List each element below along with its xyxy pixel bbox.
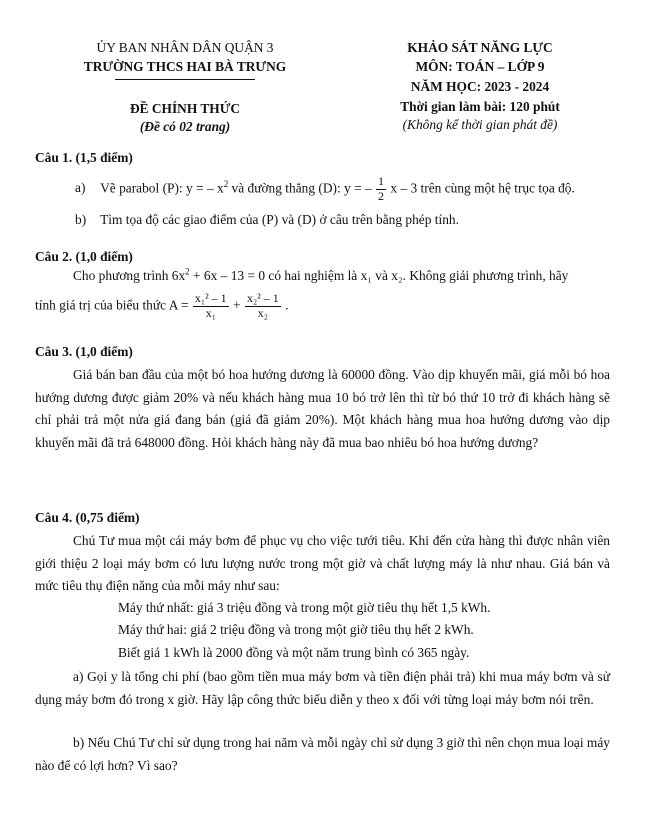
q1-b-text: Tìm tọa độ các giao điểm của (P) và (D) ở câu trên bằng phép tính. [100, 212, 459, 227]
q2-line2 [35, 292, 610, 321]
q2-fraction-1 [193, 292, 229, 321]
q2-line1-pre: Cho phương trình 6x [73, 268, 186, 283]
q2-line1-post: + 6x – 13 = 0 có hai nghiệm là x₁ và x₂. Không giải phương trình, hãy [189, 268, 569, 283]
q1-part-b [75, 210, 615, 230]
q4-part-b: b) Nếu Chú Tư chỉ sử dụng trong hai năm và mỗi ngày chỉ sử dụng 3 giờ thì nên chọn mua loại máy nào để có lợi hơn? Vì sao? [35, 735, 610, 773]
exam-year: NĂM HỌC: 2023 - 2024 [410, 79, 550, 94]
q1-a-post: x – 3 trên cùng một hệ trục tọa độ. [390, 180, 575, 196]
exam-duration: Thời gian làm bài: 120 phút [400, 99, 560, 114]
page-count-note: (Đề có 02 trang) [139, 119, 231, 134]
q2-fraction-2 [245, 292, 281, 321]
q1-a-exp: 2 [223, 178, 229, 189]
header-school: TRƯỜNG THCS HAI BÀ TRƯNG [83, 59, 287, 74]
q4-machine-1: Máy thứ nhất: giá 3 triệu đồng và trong một giờ tiêu thụ hết 1,5 kWh. [118, 600, 491, 615]
q3-text: Giá bán ban đầu của một bó hoa hướng dương là 60000 đồng. Vào dịp khuyến mãi, giá mỗi bó hoa hướng dương được giảm 20% và nếu khách hàng mua 10 bó trở lên thì từ bó thứ 10 trở đi khách hàng sẽ chỉ phải trả một nửa giá đang bán (giá đã giảm 20%). Một khách hàng mua hoa hướng dương vào dịp khuyến mãi đã trả 648000 đồng. Hỏi khách hàng này đã mua bao nhiêu bó hoa hướng dương? [35, 367, 610, 450]
q2-title: Câu 2. (1,0 điểm) [35, 249, 133, 264]
q2-frac1-num: x₁² – 1 [194, 291, 227, 305]
q1-a-pre: Vẽ parabol (P): y = – x [100, 180, 224, 196]
q1-b-label: b) [75, 212, 87, 227]
q2-frac2-num: x₂² – 1 [246, 291, 279, 305]
q1-a-fraction [376, 175, 386, 204]
q2-frac1-den: x₁ [205, 305, 216, 320]
q1-part-a [75, 175, 615, 204]
q4-part-a: a) Gọi y là tổng chi phí (bao gồm tiền mua máy bơm và tiền điện phải trả) khi mua máy bơm và sử dụng máy bơm đó trong x giờ. Hãy lập công thức biểu diễn y theo x đối với từng loại máy bơm nói trên. [35, 669, 610, 707]
header-authority: ỦY BAN NHÂN DÂN QUẬN 3 [96, 40, 274, 55]
q2-line2-pre: tính giá trị của biểu thức A = [35, 297, 189, 313]
exam-title: KHẢO SÁT NĂNG LỰC [407, 40, 553, 55]
official-exam-label: ĐỀ CHÍNH THỨC [129, 101, 241, 116]
q1-a-frac-num: 1 [378, 174, 385, 188]
exam-duration-note: (Không kể thời gian phát đề) [402, 117, 558, 132]
q1-title: Câu 1. (1,5 điểm) [35, 150, 133, 165]
exam-subject: MÔN: TOÁN – LỚP 9 [415, 59, 545, 74]
q1-a-mid: và đường thẳng (D): y = – [228, 180, 372, 196]
q2-line2-post: . [285, 297, 289, 313]
q4-title: Câu 4. (0,75 điểm) [35, 510, 140, 525]
q2-frac2-den: x₂ [257, 305, 268, 320]
q1-a-frac-den: 2 [378, 188, 385, 203]
q4-machine-2: Máy thứ hai: giá 2 triệu đồng và trong một giờ tiêu thụ hết 2 kWh. [118, 622, 474, 637]
q3-title: Câu 3. (1,0 điểm) [35, 344, 133, 359]
q2-line1 [35, 266, 610, 286]
q2-line1-exp: 2 [185, 266, 190, 277]
q4-price-note: Biết giá 1 kWh là 2000 đồng và một năm trung bình có 365 ngày. [118, 645, 470, 660]
q1-a-label: a) [75, 180, 86, 196]
q2-plus: + [233, 297, 241, 313]
q4-intro: Chú Tư mua một cái máy bơm để phục vụ cho việc tưới tiêu. Khi đến cửa hàng thì được nhân viên giới thiệu 2 loại máy bơm có lưu lượng nước trong một giờ và chất lượng máy là như nhau. Giá bán và mức tiêu thụ điện năng của mỗi máy như sau: [35, 533, 610, 593]
header-left-underline [115, 79, 255, 80]
